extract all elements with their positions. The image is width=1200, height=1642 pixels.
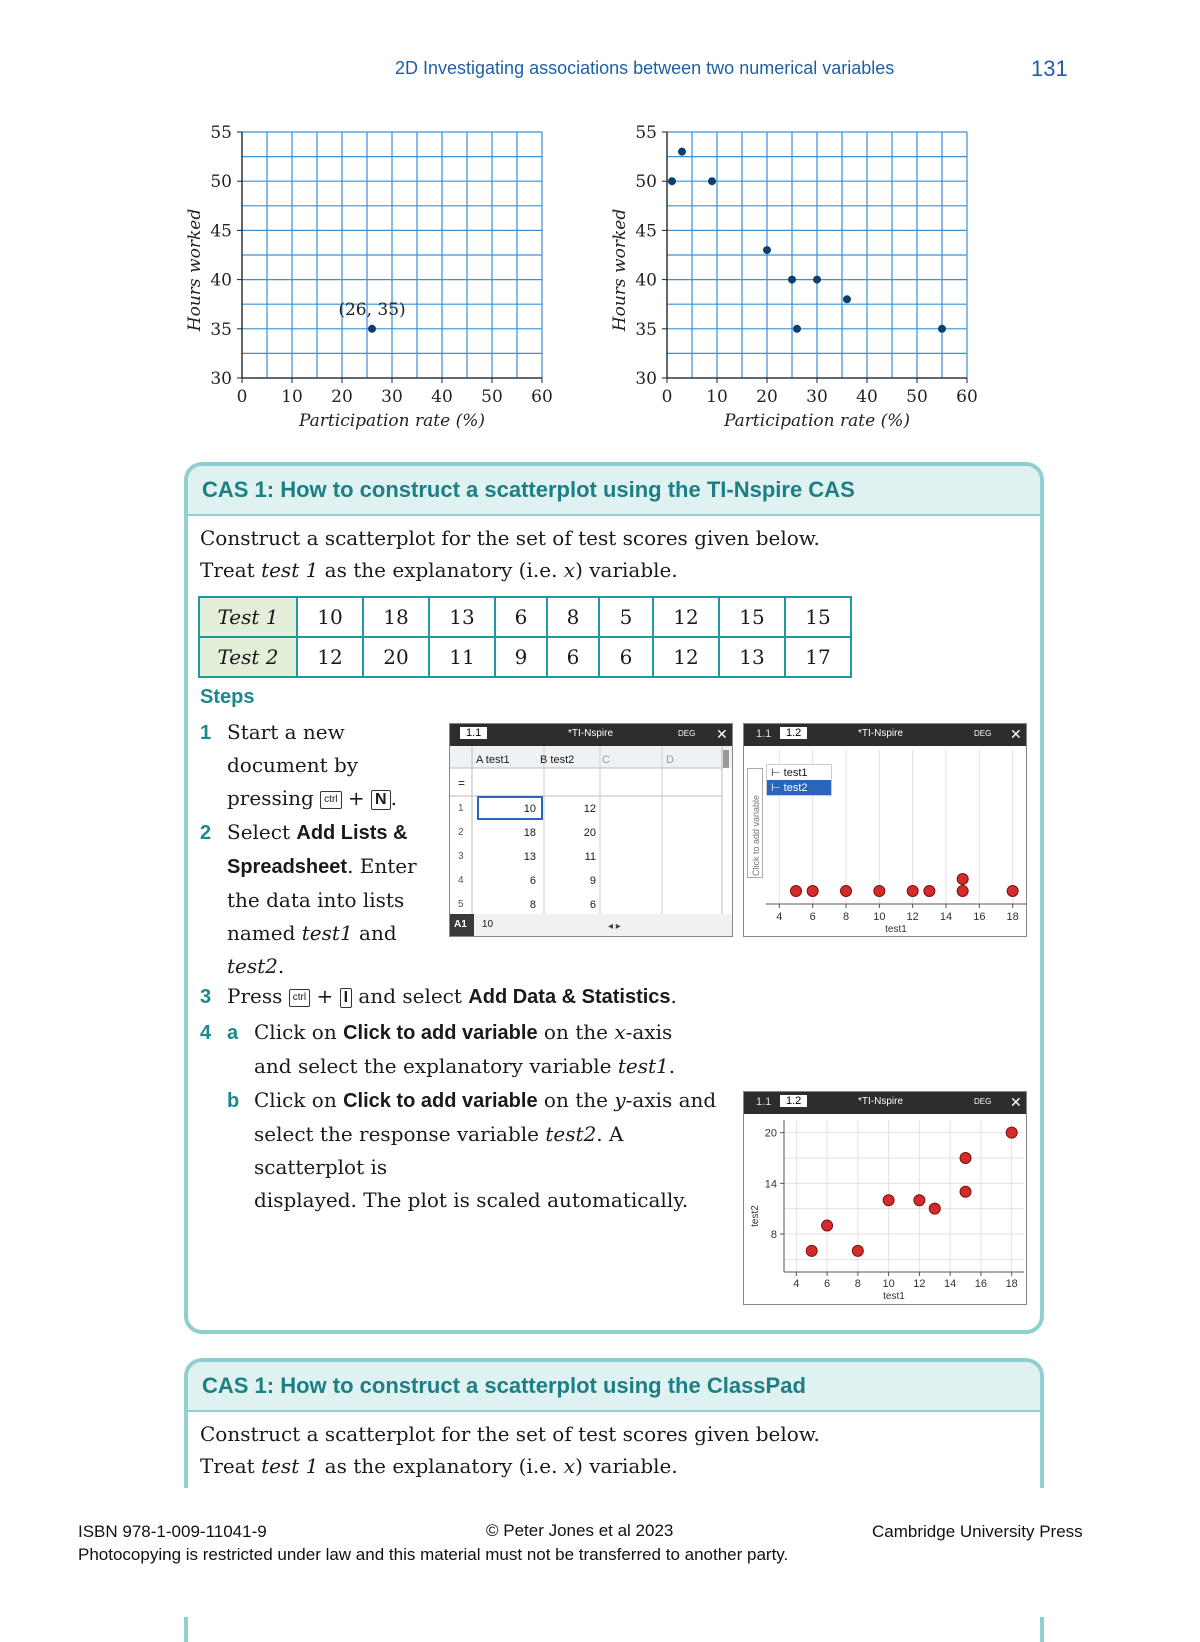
list-name: test2 [227, 954, 278, 978]
period: . [390, 786, 397, 810]
step-4b-text: -axis and [625, 1088, 717, 1112]
scrollbar-thumb[interactable] [723, 750, 729, 768]
intro-text: Treat [200, 558, 262, 582]
table-cell: 9 [495, 637, 547, 677]
add-variable-y-text: Click to add variable [751, 794, 761, 876]
footer-publisher: Cambridge University Press [872, 1522, 1083, 1541]
data-point [960, 1153, 971, 1164]
add-lists-label: Add Lists & [296, 822, 408, 844]
data-point [852, 1245, 863, 1256]
table-cell: 18 [363, 597, 429, 637]
screen-title: *TI-Nspire [858, 1096, 904, 1107]
ctrl-key-icon: ctrl [289, 989, 310, 1007]
data-point [822, 1220, 833, 1231]
list-name: test1 [301, 921, 353, 945]
x-tick-label: 20 [331, 387, 353, 407]
step-4b-line [254, 1118, 724, 1184]
data-point [1006, 1127, 1017, 1138]
table-cell: 12 [653, 637, 719, 677]
y-tick-label: 35 [635, 319, 657, 340]
y-tick-label: 40 [210, 270, 232, 291]
column-header-a[interactable]: A test1 [476, 754, 510, 766]
table-cell: 20 [363, 637, 429, 677]
x-tick-label: 6 [809, 911, 816, 923]
x-tick-label: 10 [281, 387, 303, 407]
step-2-line [227, 917, 437, 950]
data-dot [1007, 886, 1018, 897]
cp-intro-line1: Construct a scatterplot for the set of test scores given below. [200, 1422, 820, 1446]
calculator-screen-scatterplot [743, 1091, 1027, 1305]
data-dot [874, 886, 885, 897]
y-axis-label: Hours worked [185, 208, 205, 332]
steps-heading: Steps [200, 686, 255, 708]
x-axis-label: test1 [883, 1291, 905, 1302]
x-tick-label: 8 [854, 1278, 861, 1290]
step-3-number: 3 [200, 986, 212, 1008]
tab-1-2[interactable]: 1.2 [780, 1095, 807, 1107]
intro-text: as the explanatory (i.e. [318, 558, 564, 582]
screen-title-bar [744, 724, 1026, 746]
y-tick-label: 55 [635, 123, 657, 143]
variable-option-label: test1 [783, 767, 808, 779]
data-point [813, 276, 821, 284]
step-4b-letter: b [227, 1090, 240, 1112]
x-axis-label: test1 [885, 924, 907, 935]
table-row [199, 637, 851, 677]
data-point [883, 1195, 894, 1206]
tab-1-1[interactable]: 1.1 [460, 727, 487, 739]
x-tick-label: 20 [756, 387, 778, 407]
list-name: test2 [545, 1122, 597, 1146]
table-cell: 6 [599, 637, 653, 677]
click-to-add-variable-label: Click to add variable [343, 1022, 538, 1044]
entry-line-value[interactable]: 10 [482, 919, 494, 930]
x-axis-label: Participation rate (%) [723, 411, 911, 431]
data-point [914, 1195, 925, 1206]
step-2-text: Select [227, 820, 297, 844]
step-4b [254, 1084, 724, 1217]
data-dot [957, 886, 968, 897]
step-4a-text: on the [537, 1020, 615, 1044]
x-tick-label: 60 [531, 387, 553, 407]
row-header-test2: Test 2 [199, 637, 297, 677]
i-key-icon: I [340, 988, 352, 1008]
plus-sign: + [316, 984, 334, 1008]
step-4a-text: and select the explanatory variable [254, 1054, 618, 1078]
row-number: 3 [458, 851, 464, 862]
x-tick-label: 14 [944, 1278, 957, 1290]
cell-test1[interactable]: 8 [529, 899, 536, 911]
footer-note: Photocopying is restricted under law and this material must not be transferred to another party. [78, 1545, 789, 1564]
y-tick-label: 45 [635, 221, 657, 242]
x-tick-label: 50 [906, 387, 928, 407]
step-1-line [227, 782, 427, 815]
data-dot [791, 886, 802, 897]
step-1 [227, 716, 427, 815]
running-head: 2D Investigating associations between two numerical variables [395, 58, 895, 78]
y-tick-label: 50 [210, 172, 232, 193]
data-point [368, 325, 376, 333]
step-3-text: and select [352, 984, 469, 1008]
step-2-line [227, 850, 437, 884]
table-cell: 17 [785, 637, 851, 677]
scatter-chart-left [180, 120, 570, 444]
table-cell: 15 [785, 597, 851, 637]
step-2-text: and [352, 921, 397, 945]
step-1-line: Start a new [227, 720, 345, 744]
x-tick-label: 4 [793, 1278, 800, 1290]
x-tick-label: 30 [806, 387, 828, 407]
tab-1-2[interactable]: 1.2 [780, 727, 807, 739]
x-tick-label: 16 [974, 1278, 988, 1290]
spreadsheet-row[interactable] [450, 870, 720, 894]
table-cell: 10 [297, 597, 363, 637]
table-cell: 12 [653, 597, 719, 637]
x-tick-label: 40 [856, 387, 878, 407]
data-point [708, 177, 716, 185]
plus-sign: + [347, 786, 365, 810]
scatter-chart-right-svg [605, 120, 995, 440]
n-key-icon: N [371, 790, 391, 810]
scroll-arrows[interactable]: ◂ ▸ [608, 921, 621, 932]
spreadsheet-row[interactable] [450, 822, 720, 846]
scatter-chart-left-svg [180, 120, 570, 440]
ti-panel-title: CAS 1: How to construct a scatterplot using the TI-Nspire CAS [188, 466, 1040, 516]
step-3-text: . [670, 984, 677, 1008]
step-2-text: named [227, 921, 302, 945]
table-cell: 6 [495, 597, 547, 637]
y-tick-label: 50 [635, 172, 657, 193]
data-point [763, 246, 771, 254]
cell-test2[interactable]: 20 [583, 827, 596, 839]
screen-title: *TI-Nspire [858, 728, 904, 739]
calculator-screen-data-stats-dotplot [743, 723, 1027, 937]
spreadsheet-label: Spreadsheet [227, 856, 348, 878]
x-tick-label: 14 [939, 911, 953, 923]
data-dot [807, 886, 818, 897]
y-tick-label: 55 [210, 123, 232, 143]
y-axis-label: test2 [750, 1205, 761, 1227]
test-scores-table [198, 596, 852, 678]
cell-test1[interactable]: 10 [523, 803, 536, 815]
step-4a [254, 1016, 724, 1083]
cell-test1[interactable]: 18 [523, 827, 536, 839]
column-header-d[interactable]: D [666, 754, 674, 766]
close-icon[interactable]: ✕ [1010, 1094, 1022, 1110]
tab-1-1[interactable]: 1.1 [756, 728, 772, 740]
step-2-line: the data into lists [227, 888, 405, 912]
screen-title: *TI-Nspire [568, 728, 614, 739]
step-4b-line: displayed. The plot is scaled automatically. [254, 1188, 689, 1212]
x-tick-label: 16 [973, 911, 986, 923]
step-2-text: . [277, 954, 285, 978]
screen-title-bar [450, 724, 732, 746]
page-number: 131 [1031, 56, 1068, 81]
data-point [929, 1203, 940, 1214]
x-tick-label: 60 [956, 387, 978, 407]
intro-x: x [563, 558, 576, 582]
table-cell: 5 [599, 597, 653, 637]
data-dot [907, 886, 918, 897]
y-var: y [614, 1088, 626, 1112]
step-4b-text: . A scatterplot is [254, 1122, 624, 1179]
cell-test2[interactable]: 6 [589, 899, 596, 911]
step-3 [227, 980, 747, 1014]
mode-indicator: DEG [678, 729, 696, 738]
cell-test1[interactable]: 6 [529, 875, 536, 887]
x-tick-label: 10 [882, 1278, 895, 1290]
y-tick-label: 40 [635, 270, 657, 291]
data-point [788, 276, 796, 284]
x-tick-label: 30 [381, 387, 403, 407]
intro-var: test 1 [261, 1454, 319, 1478]
add-variable-y-hint[interactable] [747, 768, 763, 878]
step-4a-text: Click on [254, 1020, 344, 1044]
close-icon[interactable]: ✕ [716, 726, 728, 742]
table-cell: 13 [429, 597, 495, 637]
row-number: 2 [458, 827, 464, 838]
y-tick-label: 14 [764, 1178, 777, 1191]
x-tick-label: 0 [661, 387, 673, 407]
x-tick-label: 50 [481, 387, 503, 407]
variable-option-test1[interactable]: ⊢ test1 [771, 767, 808, 779]
row-number: 5 [458, 899, 464, 910]
y-tick-label: 30 [210, 369, 232, 389]
y-axis-label: Hours worked [610, 208, 630, 332]
data-point [960, 1186, 971, 1197]
x-tick-label: 10 [706, 387, 728, 407]
table-cell: 6 [547, 637, 599, 677]
data-point [938, 325, 946, 333]
y-tick-label: 35 [210, 319, 232, 340]
footer-copyright: © Peter Jones et al 2023 [486, 1521, 674, 1540]
click-to-add-variable-label: Click to add variable [343, 1090, 538, 1112]
cell-test2[interactable]: 12 [583, 803, 596, 815]
step-4b-text: Click on [254, 1088, 344, 1112]
data-point [668, 177, 676, 185]
row-number: 4 [458, 875, 464, 886]
cp-intro-line2 [200, 1454, 678, 1478]
step-4a-text: -axis [625, 1020, 673, 1044]
data-point [678, 148, 686, 156]
data-dot [957, 874, 968, 885]
table-row [199, 597, 851, 637]
row-number: 1 [458, 803, 464, 814]
variable-menu [766, 764, 832, 796]
step-1-line: document by [227, 753, 359, 777]
cell-test2[interactable]: 11 [584, 851, 596, 863]
data-dot [841, 886, 852, 897]
close-icon[interactable]: ✕ [1010, 726, 1022, 742]
table-cell: 15 [719, 597, 785, 637]
x-tick-label: 4 [776, 911, 783, 923]
spreadsheet-row[interactable] [450, 846, 720, 870]
spreadsheet-row[interactable] [450, 798, 720, 822]
spreadsheet-row[interactable] [450, 894, 720, 918]
table-cell: 11 [429, 637, 495, 677]
x-tick-label: 12 [913, 1278, 926, 1290]
x-tick-label: 0 [236, 387, 248, 407]
add-data-stats-label: Add Data & Statistics [468, 986, 671, 1008]
cell-test1[interactable]: 13 [523, 851, 536, 863]
data-point [806, 1245, 817, 1256]
footer-isbn: ISBN 978-1-009-11041-9 [78, 1522, 267, 1541]
step-4a-line [254, 1050, 724, 1083]
data-point [843, 295, 851, 303]
x-tick-label: 8 [842, 911, 850, 923]
cp-panel-title: CAS 1: How to construct a scatterplot using the ClassPad [188, 1362, 1040, 1412]
x-tick-label: 40 [431, 387, 453, 407]
intro-text: ) variable. [575, 1454, 678, 1478]
step-4a-letter: a [227, 1022, 239, 1044]
y-tick-label: 30 [635, 369, 657, 389]
step-4b-text: select the response variable [254, 1122, 546, 1146]
step-1-number: 1 [200, 722, 212, 744]
scatterplot-area [744, 1114, 1026, 1304]
intro-var: test 1 [261, 558, 319, 582]
formula-row-label: = [458, 776, 466, 790]
step-2-line [227, 816, 437, 850]
table-cell: 12 [297, 637, 363, 677]
step-3-text: Press [227, 984, 289, 1008]
cell-test2[interactable]: 9 [589, 875, 596, 887]
intro-text: ) variable. [575, 558, 678, 582]
intro-text: as the explanatory (i.e. [318, 1454, 564, 1478]
scatter-chart-right [605, 120, 995, 444]
step-4-number: 4 [200, 1022, 212, 1044]
intro-x: x [563, 1454, 576, 1478]
variable-option-test2[interactable]: ⊢ test2 [767, 780, 831, 795]
list-name: test1 [617, 1054, 669, 1078]
screen-title-bar [744, 1092, 1026, 1114]
mode-indicator: DEG [974, 729, 992, 738]
mode-indicator: DEG [974, 1097, 992, 1106]
x-axis-label: Participation rate (%) [298, 411, 486, 431]
table-cell: 8 [547, 597, 599, 637]
y-tick-label: 20 [764, 1127, 777, 1140]
step-4a-line [254, 1016, 724, 1050]
x-tick-label: 18 [1005, 1278, 1018, 1290]
x-tick-label: 6 [824, 1278, 831, 1290]
x-tick-label: 10 [873, 911, 886, 923]
cell-reference: A1 [454, 919, 467, 930]
step-2-text: . Enter [347, 854, 417, 878]
x-tick-label: 12 [906, 911, 919, 923]
step-4b-text: on the [537, 1088, 615, 1112]
variable-option-label: test2 [783, 782, 808, 794]
intro-text: Treat [200, 1454, 262, 1478]
column-header-c[interactable]: C [602, 754, 610, 766]
x-tick-label: 18 [1006, 911, 1019, 923]
y-tick-label: 45 [210, 221, 232, 242]
data-dot [924, 886, 935, 897]
step-4a-text: . [668, 1054, 676, 1078]
step-1-text: pressing [227, 786, 314, 810]
column-header-b[interactable]: B test2 [540, 754, 575, 766]
x-var: x [614, 1020, 626, 1044]
ti-intro-line2 [200, 558, 678, 582]
ti-intro-line1: Construct a scatterplot for the set of test scores given below. [200, 526, 820, 550]
tab-1-1[interactable]: 1.1 [756, 1096, 772, 1108]
step-2 [227, 816, 437, 983]
row-header-test1: Test 1 [199, 597, 297, 637]
ctrl-key-icon: ctrl [320, 791, 341, 809]
step-4b-line [254, 1084, 724, 1118]
step-2-number: 2 [200, 822, 212, 844]
table-cell: 13 [719, 637, 785, 677]
point-annotation: (26, 35) [338, 299, 406, 320]
y-tick-label: 8 [770, 1229, 777, 1241]
calculator-screen-spreadsheet [449, 723, 733, 937]
data-point [793, 325, 801, 333]
step-2-line [227, 950, 437, 983]
